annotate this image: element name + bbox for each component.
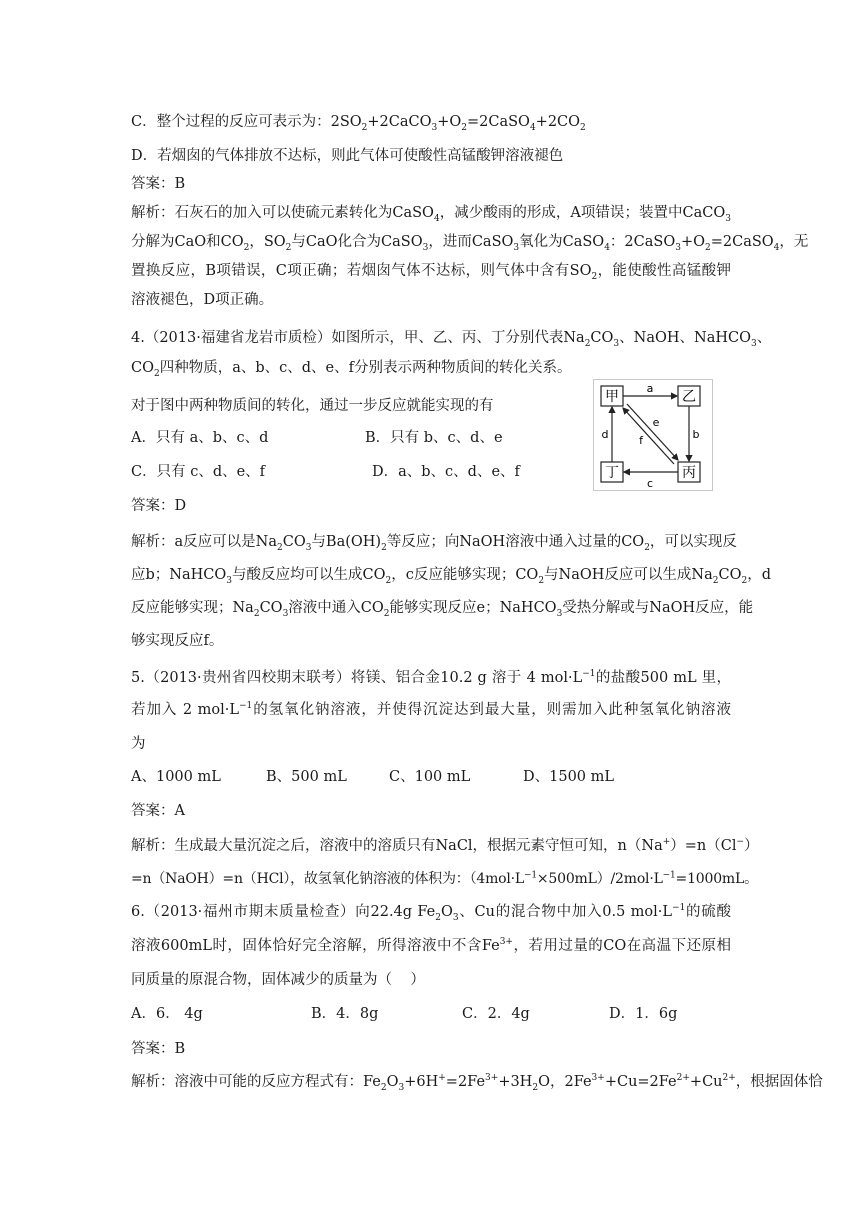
q3-explanation-line-4: 溶液褪色，D项正确。 (131, 292, 274, 308)
label-ding: 丁 (605, 465, 619, 481)
arrow-e (627, 404, 678, 460)
label-a: a (646, 382, 654, 395)
q5-option-c: C、100 mL (389, 769, 471, 785)
label-bing: 丙 (682, 465, 696, 481)
q5-option-d: D、1500 mL (523, 769, 615, 785)
q4-stem-line-2: $CO_2$四种物质，a、b、c、d、e、f分别表示两种物质间的转化关系。 (131, 360, 572, 379)
label-e: e (652, 416, 660, 429)
q5-stem-line-3: 为 (131, 736, 146, 752)
q3-explanation-line-2: 分解为CaO和$CO_2$，$SO_2$与CaO化合为CaSO$_3$，进而CaSO$_3$氧化为CaSO$_4$：$2CaSO_3+O_2=2CaSO_4$，无 (131, 234, 809, 253)
q5-stem-line-2: 若加入 2 $mol\cdot L^{-1}$的氢氧化钠溶液，并使得沉淀达到最大量，则需加入此种氢氧化钠溶液 (131, 701, 731, 718)
arrow-f (623, 408, 674, 464)
q6-option-c: C．2．4g (462, 1006, 530, 1022)
q5-option-b: B、500 mL (266, 769, 347, 785)
label-d: d (601, 428, 609, 441)
q3-explanation-line-1: 解析：石灰石的加入可以使硫元素转化为CaSO$_4$，减少酸雨的形成，A项错误；装置中CaCO$_3$ (131, 205, 731, 224)
diagram-svg (594, 380, 712, 490)
label-c: c (646, 477, 654, 490)
q3-option-d: D．若烟囱的气体排放不达标，则此气体可使酸性高锰酸钾溶液褪色 (131, 148, 564, 164)
q6-explanation-line-1: 解析：溶液中可能的反应方程式有：$Fe_2O_3+6H^+=2Fe^{3+}+3H_2O$，$2Fe^{3+}+Cu=2Fe^{2+}+Cu^{2+}$，根据固体恰 (131, 1073, 823, 1093)
q4-explanation-line-3: 反应能够实现；$Na_2CO_3$溶液中通入$CO_2$能够实现反应e；NaHCO$_3$受热分解或与NaOH反应，能 (131, 600, 754, 619)
q5-answer: 答案：A (131, 803, 185, 819)
q5-stem-line-1: 5.（2013·贵州省四校期末联考）将镁、铝合金10.2 g 溶于 4 $mol\cdot L^{-1}$的盐酸500 mL 里， (131, 669, 731, 686)
q6-answer: 答案：B (131, 1041, 186, 1057)
q6-stem-line-2: 溶液600mL时，固体恰好完全溶解，所得溶液中不含$Fe^{3+}$，若用过量的CO在高温下还原相 (131, 937, 731, 954)
q4-option-a: A．只有 a、b、c、d (131, 430, 269, 446)
label-b: b (692, 428, 700, 441)
q5-explanation-line-1: 解析：生成最大量沉淀之后，溶液中的溶质只有NaCl，根据元素守恒可知，n（Na+）=n（Cl−） (131, 837, 759, 854)
q3-explanation-line-3: 置换反应，B项错误，C项正确；若烟囱气体不达标，则气体中含有$SO_2$，能使酸性高锰酸钾 (131, 263, 731, 282)
q5-explanation-line-2: =n（NaOH）=n（HCl），故氢氧化钠溶液的体积为：$(4mol\cdot L^{-1}\times 500mL)/2mol\cdot L^{-1}=1000mL$。 (131, 870, 758, 887)
q4-explanation-line-2: 应b；NaHCO$_3$与酸反应均可以生成$CO_2$，c反应能够实现；$CO_2$与NaOH反应可以生成$Na_2CO_2$，d (131, 567, 771, 586)
q6-option-d: D．1．6g (609, 1006, 678, 1022)
q4-option-d: D．a、b、c、d、e、f (372, 464, 520, 480)
q4-option-c: C．只有 c、d、e、f (131, 464, 266, 480)
q4-stem-line-3: 对于图中两种物质间的转化，通过一步反应就能实现的有 (131, 398, 494, 414)
q4-stem-line-1: 4.（2013·福建省龙岩市质检）如图所示，甲、乙、丙、丁分别代表$Na_2CO_3$、NaOH、NaHCO$_3$、 (131, 330, 772, 349)
q4-explanation-line-4: 够实现反应f。 (131, 633, 224, 649)
label-f: f (639, 434, 643, 447)
q6-option-a: A．6． 4g (131, 1006, 203, 1022)
q6-option-b: B．4．8g (311, 1006, 379, 1022)
q6-stem-line-3: 同质量的原混合物，固体减少的质量为（ ） (131, 972, 425, 988)
q3-answer: 答案：B (131, 176, 186, 192)
q5-option-a: A、1000 mL (131, 769, 221, 785)
q6-stem-line-1: 6.（2013·福州市期末质量检查）向22.4g $Fe_2O_3$、Cu的混合物中加入0.5 $mol\cdot L^{-1}$的硫酸 (131, 903, 732, 923)
label-jia: 甲 (605, 389, 619, 405)
q3-option-c: C．整个过程的反应可表示为：$2SO_2+2CaCO_3+O_2=2CaSO_4+2CO_2$ (131, 114, 586, 133)
q4-explanation-line-1: 解析：a反应可以是$Na_2CO_3$与$Ba(OH)_2$等反应；向NaOH溶液中通入过量的$CO_2$，可以实现反 (131, 534, 737, 553)
q4-option-b: B．只有 b、c、d、e (365, 430, 503, 446)
label-yi: 乙 (682, 389, 696, 405)
q4-conversion-diagram (593, 379, 713, 491)
q4-answer: 答案：D (131, 498, 187, 514)
